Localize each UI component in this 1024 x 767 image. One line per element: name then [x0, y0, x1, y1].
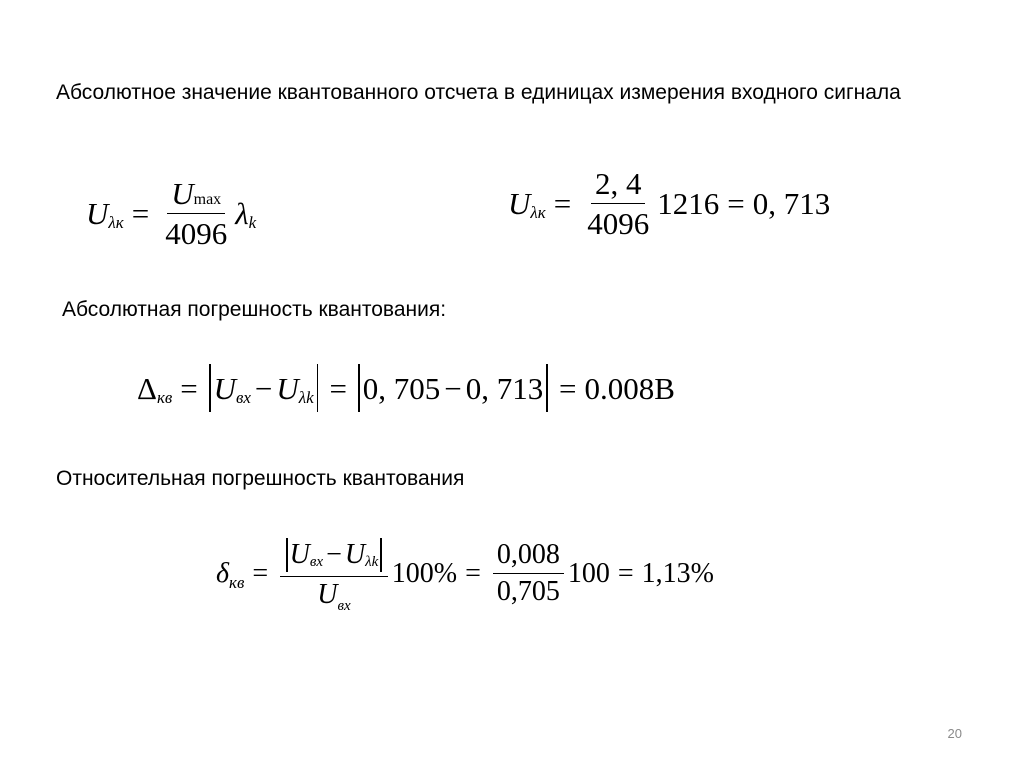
- fraction: [161, 178, 231, 249]
- symbol-U: U: [289, 539, 310, 570]
- formula-numeric-value: [508, 168, 830, 239]
- minus: −: [326, 539, 342, 570]
- equals: =: [252, 557, 269, 589]
- subscript: вх: [309, 553, 324, 570]
- fraction: [280, 538, 388, 614]
- abs-bar: [358, 364, 360, 412]
- formula-absolute-error: [137, 364, 675, 412]
- value: 0, 705: [362, 370, 441, 406]
- symbol-U: U: [344, 539, 366, 570]
- result: 1,13%: [641, 557, 714, 589]
- abs-bar: [317, 364, 319, 412]
- abs-bar: [546, 364, 548, 412]
- fraction: [493, 541, 564, 606]
- subscript: кв: [156, 387, 173, 407]
- numerator: [280, 538, 388, 577]
- numerator: [167, 178, 225, 214]
- abs-bar: [380, 538, 382, 572]
- equals: =: [553, 186, 572, 221]
- multiplier: 1216: [657, 186, 720, 221]
- equals: =: [465, 557, 481, 589]
- denominator: [313, 577, 354, 614]
- result: 0.008В: [584, 370, 675, 406]
- formula-quantized-value: [86, 178, 256, 249]
- intro-paragraph: Абсолютное значение квантованного отсчета в единицах измерения входного сигнала: [56, 81, 901, 104]
- percent: 100%: [391, 557, 458, 589]
- minus: −: [444, 370, 462, 406]
- rel-error-heading: Относительная погрешность квантования: [56, 467, 465, 490]
- denominator: 4096: [165, 216, 228, 251]
- abs-error-heading: Абсолютная погрешность квантования:: [62, 298, 447, 321]
- fraction: [583, 168, 653, 239]
- multiplier: 100: [567, 557, 610, 589]
- subscript: λк: [530, 203, 546, 222]
- equals: =: [727, 186, 745, 221]
- symbol-U: U: [86, 196, 109, 231]
- equals: =: [329, 370, 347, 406]
- subscript: вх: [337, 598, 351, 614]
- symbol-U: U: [171, 176, 194, 211]
- abs-bar: [209, 364, 211, 412]
- symbol-U: U: [213, 370, 236, 406]
- symbol-U: U: [317, 579, 338, 610]
- subscript: вх: [235, 387, 251, 407]
- page-number: 20: [947, 726, 962, 741]
- symbol-U: U: [276, 370, 299, 406]
- equals: =: [180, 370, 198, 406]
- symbol-delta: δ: [216, 557, 230, 589]
- subscript: λk: [365, 553, 379, 570]
- subscript: λк: [108, 213, 124, 232]
- symbol-U: U: [508, 186, 531, 221]
- equals: =: [617, 557, 634, 589]
- equals: =: [131, 196, 150, 231]
- symbol-lambda: λ: [235, 196, 249, 231]
- denominator: 0,705: [496, 576, 560, 607]
- equals: =: [559, 370, 577, 406]
- subscript: кв: [229, 573, 245, 592]
- numerator: 2, 4: [591, 168, 646, 204]
- denominator: 4096: [587, 206, 650, 241]
- result: 0, 713: [752, 186, 831, 221]
- abs-bar: [286, 538, 288, 572]
- minus: −: [254, 370, 273, 406]
- numerator: 0,008: [493, 541, 564, 574]
- subscript: k: [248, 213, 257, 232]
- subscript: max: [193, 191, 222, 208]
- value: 0, 713: [465, 370, 544, 406]
- symbol-delta: Δ: [137, 370, 157, 406]
- formula-relative-error: [216, 538, 714, 614]
- subscript: λk: [298, 387, 314, 407]
